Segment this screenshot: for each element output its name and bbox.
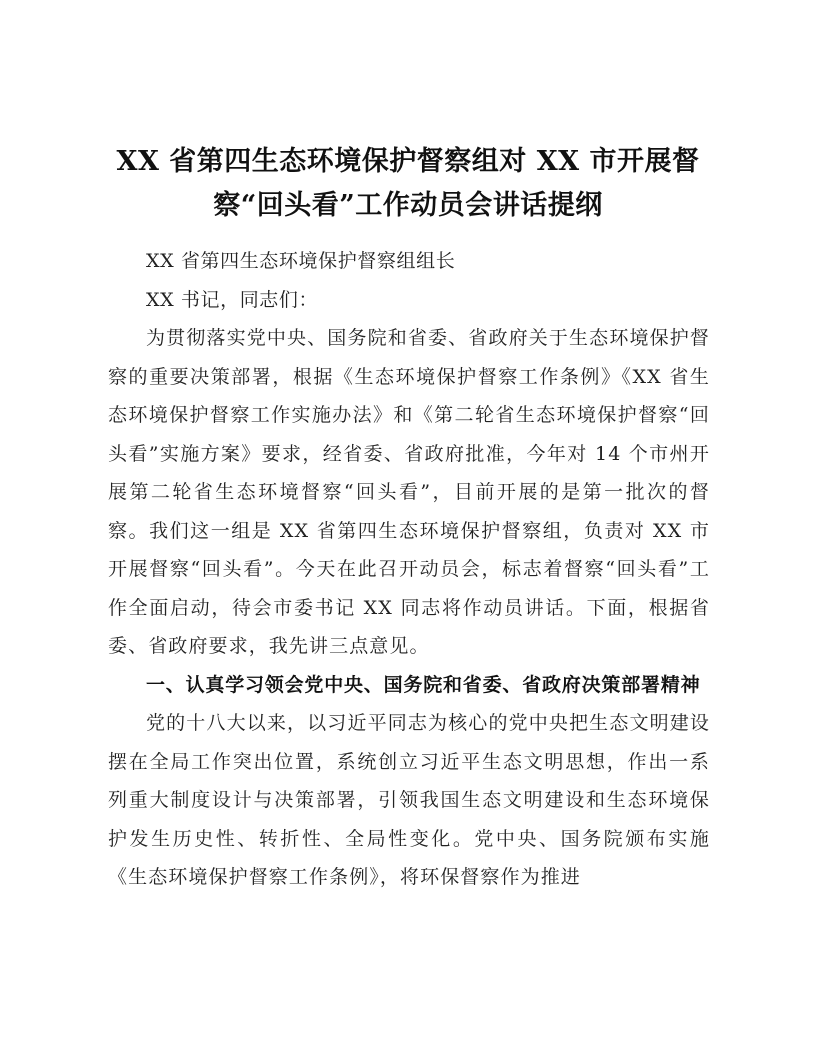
paragraph-intro: 为贯彻落实党中央、国务院和省委、省政府关于生态环境保护督察的重要决策部署，根据《生态环境保护督察工作条例》《XX 省生态环境保护督察工作实施办法》和《第二轮省生态环境保护督察“回头看”实施方案》要求，经省委、省政府批准，今年对 14 个市州开展第二轮省生态环境督察“回头看”，目前开展的是第一批次的督察。我们这一组是 XX 省第四生态环境保护督察组，负责对 XX 市开展督察“回头看”。今天在此召开动员会，标志着督察“回头看”工作全面启动，待会市委书记 XX 同志将作动员讲话。下面，根据省委、省政府要求，我先讲三点意见。 — [108, 327, 710, 657]
document-title — [96, 140, 720, 228]
paragraph-section-1: 党的十八大以来，以习近平同志为核心的党中央把生态文明建设摆在全局工作突出位置，系统创立习近平生态文明思想，作出一系列重大制度设计与决策部署，引领我国生态文明建设和生态环境保护发生历史性、转折性、全局性变化。党中央、国务院颁布实施《生态环境保护督察工作条例》，将环保督察作为推进 — [108, 712, 710, 888]
title-line-2: 察“回头看”工作动员会讲话提纲 — [213, 190, 603, 221]
document-body — [108, 242, 710, 897]
speaker-line: XX 省第四生态环境保护督察组组长 — [146, 250, 456, 272]
title-line-1: XX 省第四生态环境保护督察组对 XX 市开展督 — [116, 146, 700, 177]
section-heading-1: 一、认真学习领会党中央、国务院和省委、省政府决策部署精神 — [146, 673, 701, 696]
salutation: XX 书记，同志们： — [146, 288, 319, 311]
